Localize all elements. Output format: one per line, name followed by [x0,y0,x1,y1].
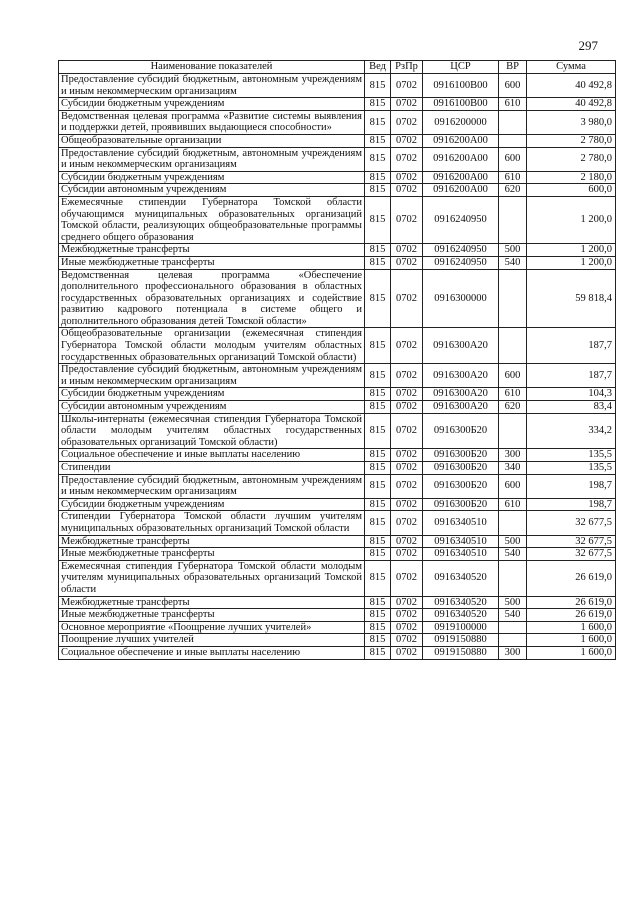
cell-vr: 620 [499,184,527,197]
cell-csr: 0916300A20 [423,388,499,401]
cell-csr: 0916200A00 [423,171,499,184]
cell-vr [499,511,527,535]
cell-vr: 300 [499,449,527,462]
cell-name: Общеобразовательные организации (ежемесячная стипендия Губернатора Томской области молодым учителям областных государственных образовательных организаций Томской области) [59,328,365,364]
cell-csr: 0916300Б20 [423,474,499,498]
cell-sum: 104,3 [527,388,616,401]
cell-csr: 0916340510 [423,511,499,535]
cell-rzpr: 0702 [391,269,423,328]
table-row [59,401,616,414]
cell-ved: 815 [365,74,391,98]
cell-vr [499,196,527,243]
cell-rzpr: 0702 [391,74,423,98]
cell-rzpr: 0702 [391,196,423,243]
cell-rzpr: 0702 [391,548,423,561]
cell-ved: 815 [365,110,391,134]
table-row [59,328,616,364]
cell-ved: 815 [365,511,391,535]
cell-name: Субсидии бюджетным учреждениям [59,388,365,401]
cell-csr: 0916300A20 [423,364,499,388]
cell-ved: 815 [365,609,391,622]
cell-csr: 0916100B00 [423,74,499,98]
cell-name: Стипендии Губернатора Томской области лучшим учителям муниципальных образовательных организаций Томской области [59,511,365,535]
cell-sum: 1 200,0 [527,244,616,257]
cell-ved: 815 [365,646,391,659]
cell-sum: 1 600,0 [527,646,616,659]
cell-rzpr: 0702 [391,401,423,414]
table-row [59,511,616,535]
cell-name: Предоставление субсидий бюджетным, автономным учреждениям и иным некоммерческим организациям [59,474,365,498]
cell-csr: 0916100B00 [423,98,499,111]
table-row [59,74,616,98]
table-row [59,134,616,147]
cell-sum: 26 619,0 [527,560,616,596]
cell-rzpr: 0702 [391,244,423,257]
cell-vr: 610 [499,98,527,111]
cell-name: Субсидии автономным учреждениям [59,401,365,414]
cell-sum: 32 677,5 [527,548,616,561]
cell-rzpr: 0702 [391,511,423,535]
cell-ved: 815 [365,462,391,475]
table-row [59,498,616,511]
budget-table [58,60,616,660]
cell-ved: 815 [365,401,391,414]
cell-sum: 32 677,5 [527,535,616,548]
cell-vr: 610 [499,388,527,401]
cell-name: Иные межбюджетные трансферты [59,256,365,269]
cell-csr: 0916240950 [423,256,499,269]
cell-csr: 0916300A20 [423,328,499,364]
cell-name: Предоставление субсидий бюджетным, автономным учреждениям и иным некоммерческим организациям [59,147,365,171]
cell-rzpr: 0702 [391,474,423,498]
cell-name: Предоставление субсидий бюджетным, автономным учреждениям и иным некоммерческим организациям [59,364,365,388]
cell-ved: 815 [365,98,391,111]
cell-ved: 815 [365,244,391,257]
cell-vr: 620 [499,401,527,414]
cell-sum: 198,7 [527,474,616,498]
cell-vr: 340 [499,462,527,475]
cell-name: Общеобразовательные организации [59,134,365,147]
cell-rzpr: 0702 [391,388,423,401]
cell-rzpr: 0702 [391,535,423,548]
cell-csr: 0916340520 [423,560,499,596]
cell-csr: 0916300Б20 [423,413,499,449]
cell-vr: 600 [499,147,527,171]
cell-csr: 0916340510 [423,548,499,561]
cell-name: Школы-интернаты (ежемесячная стипендия Губернатора Томской области молодым учителям областных государственных образовательных организаций Томской области) [59,413,365,449]
cell-vr [499,328,527,364]
cell-csr: 0916200A00 [423,147,499,171]
table-row [59,256,616,269]
table-row [59,621,616,634]
cell-csr: 0916340510 [423,535,499,548]
cell-rzpr: 0702 [391,498,423,511]
cell-ved: 815 [365,134,391,147]
cell-name: Субсидии бюджетным учреждениям [59,98,365,111]
cell-sum: 26 619,0 [527,596,616,609]
cell-csr: 0916300Б20 [423,462,499,475]
cell-name: Ведомственная целевая программа «Развитие системы выявления и поддержки детей, проявивших выдающиеся способности» [59,110,365,134]
cell-sum: 32 677,5 [527,511,616,535]
header-rzpr: РзПр [391,61,423,74]
cell-csr: 0916240950 [423,196,499,243]
header-sum: Сумма [527,61,616,74]
table-row [59,110,616,134]
cell-vr [499,269,527,328]
cell-rzpr: 0702 [391,147,423,171]
cell-sum: 187,7 [527,328,616,364]
cell-vr: 610 [499,171,527,184]
cell-csr: 0919100000 [423,621,499,634]
cell-vr [499,560,527,596]
cell-csr: 0916200A00 [423,184,499,197]
table-row [59,269,616,328]
cell-vr [499,634,527,647]
cell-rzpr: 0702 [391,364,423,388]
table-row [59,634,616,647]
cell-name: Субсидии бюджетным учреждениям [59,498,365,511]
table-row [59,449,616,462]
cell-name: Стипендии [59,462,365,475]
cell-rzpr: 0702 [391,110,423,134]
table-row [59,413,616,449]
cell-vr: 600 [499,364,527,388]
cell-vr [499,110,527,134]
cell-rzpr: 0702 [391,134,423,147]
cell-name: Ведомственная целевая программа «Обеспечение дополнительного профессионального образования в областных государственных образовательных организациях и содействие развитию кадрового потенциала в системе общего и дополнительного образования детей Томской области» [59,269,365,328]
cell-ved: 815 [365,184,391,197]
cell-csr: 0916300A20 [423,401,499,414]
cell-rzpr: 0702 [391,256,423,269]
table-row [59,609,616,622]
cell-sum: 1 200,0 [527,256,616,269]
cell-csr: 0916300Б20 [423,498,499,511]
cell-name: Ежемесячные стипендии Губернатора Томской области обучающимся муниципальных образовательных организаций Томской области, реализующих общеобразовательные программы среднего общего образования [59,196,365,243]
cell-ved: 815 [365,147,391,171]
cell-rzpr: 0702 [391,634,423,647]
table-row [59,184,616,197]
page-number: 297 [578,38,598,53]
table-row [59,535,616,548]
cell-name: Субсидии бюджетным учреждениям [59,171,365,184]
cell-rzpr: 0702 [391,596,423,609]
cell-sum: 334,2 [527,413,616,449]
cell-ved: 815 [365,596,391,609]
cell-ved: 815 [365,621,391,634]
header-vr: ВР [499,61,527,74]
table-row [59,388,616,401]
cell-csr: 0919150880 [423,634,499,647]
cell-csr: 0916300000 [423,269,499,328]
cell-sum: 1 200,0 [527,196,616,243]
cell-ved: 815 [365,328,391,364]
cell-sum: 3 980,0 [527,110,616,134]
cell-vr: 300 [499,646,527,659]
cell-ved: 815 [365,449,391,462]
cell-name: Поощрение лучших учителей [59,634,365,647]
header-csr: ЦСР [423,61,499,74]
table-row [59,596,616,609]
cell-sum: 40 492,8 [527,74,616,98]
table-row [59,548,616,561]
table-row [59,560,616,596]
cell-sum: 1 600,0 [527,634,616,647]
table-header-row [59,61,616,74]
cell-rzpr: 0702 [391,646,423,659]
cell-vr [499,621,527,634]
cell-sum: 187,7 [527,364,616,388]
table-row [59,196,616,243]
cell-ved: 815 [365,269,391,328]
cell-sum: 2 780,0 [527,134,616,147]
cell-ved: 815 [365,634,391,647]
header-ved: Вед [365,61,391,74]
header-name: Наименование показателей [59,61,365,74]
cell-csr: 0916300Б20 [423,449,499,462]
cell-csr: 0916240950 [423,244,499,257]
cell-ved: 815 [365,256,391,269]
cell-vr: 540 [499,548,527,561]
cell-ved: 815 [365,535,391,548]
cell-ved: 815 [365,364,391,388]
cell-ved: 815 [365,413,391,449]
cell-ved: 815 [365,548,391,561]
cell-name: Межбюджетные трансферты [59,244,365,257]
cell-rzpr: 0702 [391,609,423,622]
cell-rzpr: 0702 [391,449,423,462]
cell-rzpr: 0702 [391,184,423,197]
cell-rzpr: 0702 [391,171,423,184]
table-row [59,147,616,171]
cell-csr: 0916200A00 [423,134,499,147]
cell-sum: 135,5 [527,449,616,462]
cell-sum: 135,5 [527,462,616,475]
cell-ved: 815 [365,474,391,498]
cell-sum: 198,7 [527,498,616,511]
cell-rzpr: 0702 [391,462,423,475]
cell-name: Межбюджетные трансферты [59,535,365,548]
cell-sum: 2 780,0 [527,147,616,171]
cell-vr: 540 [499,256,527,269]
cell-rzpr: 0702 [391,560,423,596]
cell-sum: 40 492,8 [527,98,616,111]
cell-name: Предоставление субсидий бюджетным, автономным учреждениям и иным некоммерческим организациям [59,74,365,98]
cell-ved: 815 [365,498,391,511]
cell-vr: 500 [499,596,527,609]
table-row [59,474,616,498]
cell-ved: 815 [365,560,391,596]
cell-name: Субсидии автономным учреждениям [59,184,365,197]
cell-sum: 26 619,0 [527,609,616,622]
cell-vr: 500 [499,535,527,548]
table-row [59,462,616,475]
cell-name: Основное мероприятие «Поощрение лучших учителей» [59,621,365,634]
cell-rzpr: 0702 [391,621,423,634]
cell-sum: 1 600,0 [527,621,616,634]
cell-name: Иные межбюджетные трансферты [59,548,365,561]
cell-vr: 610 [499,498,527,511]
cell-vr: 600 [499,74,527,98]
cell-rzpr: 0702 [391,98,423,111]
cell-ved: 815 [365,171,391,184]
cell-sum: 83,4 [527,401,616,414]
cell-csr: 0916200000 [423,110,499,134]
table-row [59,244,616,257]
cell-csr: 0919150880 [423,646,499,659]
cell-sum: 59 818,4 [527,269,616,328]
cell-csr: 0916340520 [423,609,499,622]
cell-rzpr: 0702 [391,413,423,449]
cell-name: Иные межбюджетные трансферты [59,609,365,622]
cell-name: Межбюджетные трансферты [59,596,365,609]
cell-csr: 0916340520 [423,596,499,609]
table-row [59,364,616,388]
cell-rzpr: 0702 [391,328,423,364]
table-row [59,171,616,184]
cell-ved: 815 [365,388,391,401]
cell-ved: 815 [365,196,391,243]
cell-vr: 600 [499,474,527,498]
table-row [59,98,616,111]
cell-name: Социальное обеспечение и иные выплаты населению [59,449,365,462]
cell-vr: 540 [499,609,527,622]
cell-vr: 500 [499,244,527,257]
cell-vr [499,134,527,147]
cell-name: Ежемесячная стипендия Губернатора Томской области молодым учителям муниципальных образовательных организаций Томской области [59,560,365,596]
cell-sum: 600,0 [527,184,616,197]
cell-name: Социальное обеспечение и иные выплаты населению [59,646,365,659]
cell-sum: 2 180,0 [527,171,616,184]
table-row [59,646,616,659]
cell-vr [499,413,527,449]
